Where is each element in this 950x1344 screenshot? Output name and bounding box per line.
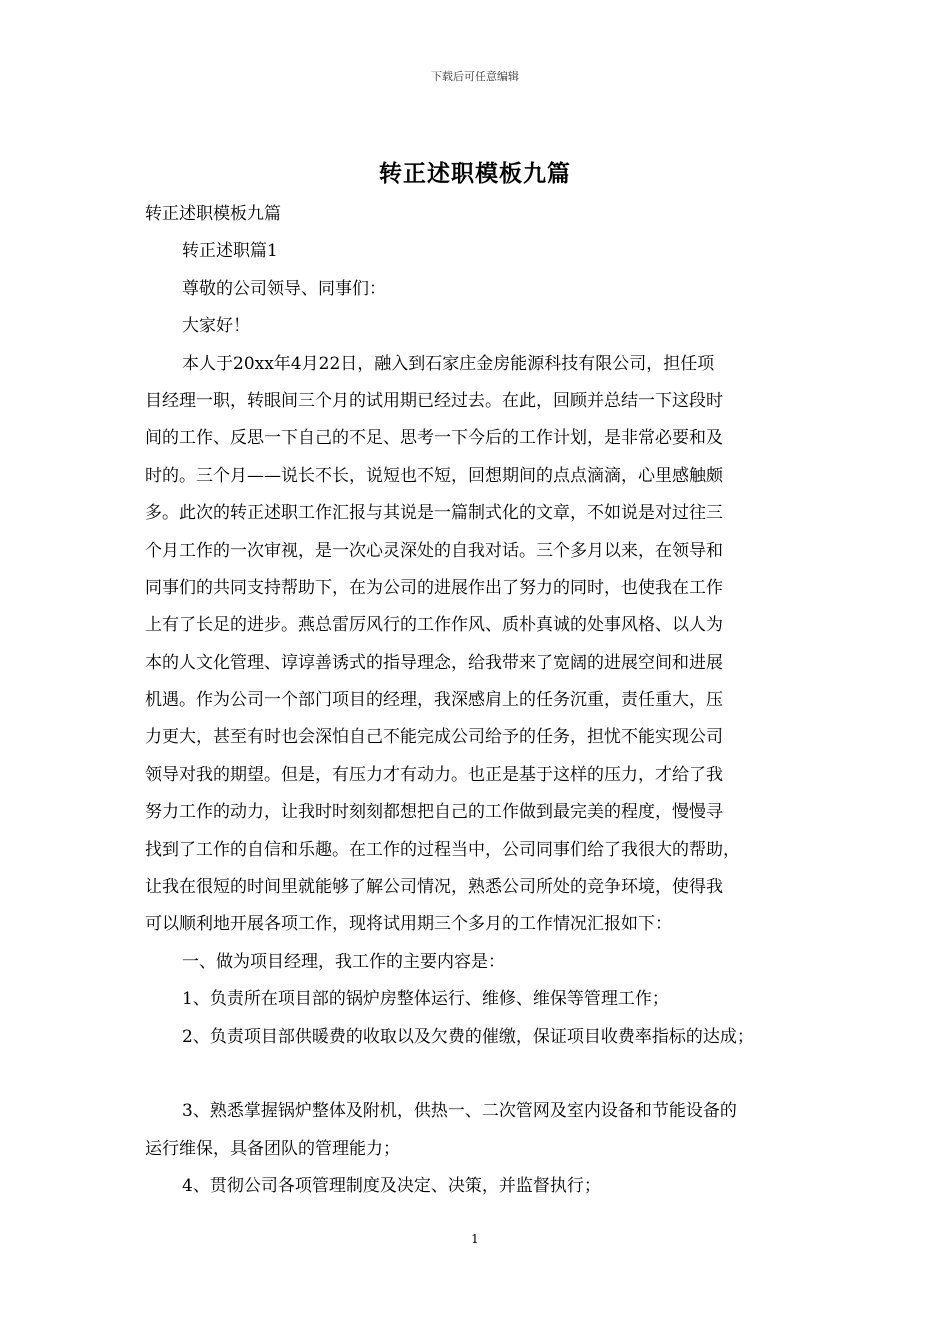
paragraph-line: 本的人文化管理、谆谆善诱式的指导理念，给我带来了宽阔的进展空间和进展: [145, 652, 723, 673]
paragraph-line: 个月工作的一次审视，是一次心灵深处的自我对话。三个多月以来，在领导和: [145, 540, 723, 561]
list-heading: 一、做为项目经理，我工作的主要内容是：: [182, 951, 505, 972]
paragraph-line: 力更大，甚至有时也会深怕自己不能完成公司给予的任务，担忧不能实现公司: [145, 727, 723, 748]
paragraph-line: 努力工作的动力，让我时时刻刻都想把自己的工作做到最完美的程度，慢慢寻: [145, 802, 723, 823]
paragraph-line: 同事们的共同支持帮助下，在为公司的进展作出了努力的同时，也使我在工作: [145, 577, 723, 598]
paragraph-line: 间的工作、反思一下自己的不足、思考一下今后的工作计划，是非常必要和及: [145, 428, 723, 449]
doc-subtitle: 转正述职模板九篇: [145, 204, 281, 224]
header-note: 下载后可任意编辑: [431, 70, 519, 83]
paragraph-line: 目经理一职，转眼间三个月的试用期已经过去。在此，回顾并总结一下这段时: [145, 390, 723, 411]
paragraph-line: 多。此次的转正述职工作汇报与其说是一篇制式化的文章，不如说是对过往三: [145, 503, 723, 524]
paragraph-line: 机遇。作为公司一个部门项目的经理，我深感肩上的任务沉重，责任重大，压: [145, 690, 723, 711]
section-heading: 转正述职篇1: [182, 241, 278, 262]
paragraph-line: 让我在很短的时间里就能够了解公司情况，熟悉公司所处的竞争环境，使得我: [145, 877, 723, 898]
paragraph-line: 可以顺利地开展各项工作，现将试用期三个多月的工作情况汇报如下：: [145, 914, 672, 935]
salutation: 尊敬的公司领导、同事们：: [182, 278, 386, 299]
document-body: [145, 196, 817, 1206]
paragraph-line: 找到了工作的自信和乐趣。在工作的过程当中，公司同事们给了我很大的帮助，: [145, 839, 740, 860]
paragraph-line: 时的。三个月——说长不长，说短也不短，回想期间的点点滴滴，心里感触颇: [145, 465, 723, 486]
document-title: 转正述职模板九篇: [379, 160, 571, 187]
blank-gap: [145, 1056, 817, 1093]
list-item: 4、贯彻公司各项管理制度及决定、决策，并监督执行；: [182, 1176, 601, 1197]
paragraph-line: 领导对我的期望。但是，有压力才有动力。也正是基于这样的压力，才给了我: [145, 764, 723, 785]
paragraph-line: 本人于20xx年4月22日，融入到石家庄金房能源科技有限公司，担任项: [182, 353, 715, 374]
paragraph-line: 上有了长足的进步。燕总雷厉风行的工作作风、质朴真诚的处事风格、以人为: [145, 615, 723, 636]
list-item: 2、负责项目部供暖费的收取以及欠费的催缴，保证项目收费率指标的达成；: [182, 1026, 754, 1047]
list-item: 1、负责所在项目部的锅炉房整体运行、维修、维保等管理工作；: [182, 989, 669, 1010]
greeting: 大家好！: [182, 316, 250, 337]
list-item-continuation: 运行维保，具备团队的管理能力；: [145, 1138, 400, 1159]
page-number: 1: [471, 1232, 479, 1246]
list-item: 3、熟悉掌握锅炉整体及附机，供热一、二次管网及室内设备和节能设备的: [182, 1101, 737, 1122]
